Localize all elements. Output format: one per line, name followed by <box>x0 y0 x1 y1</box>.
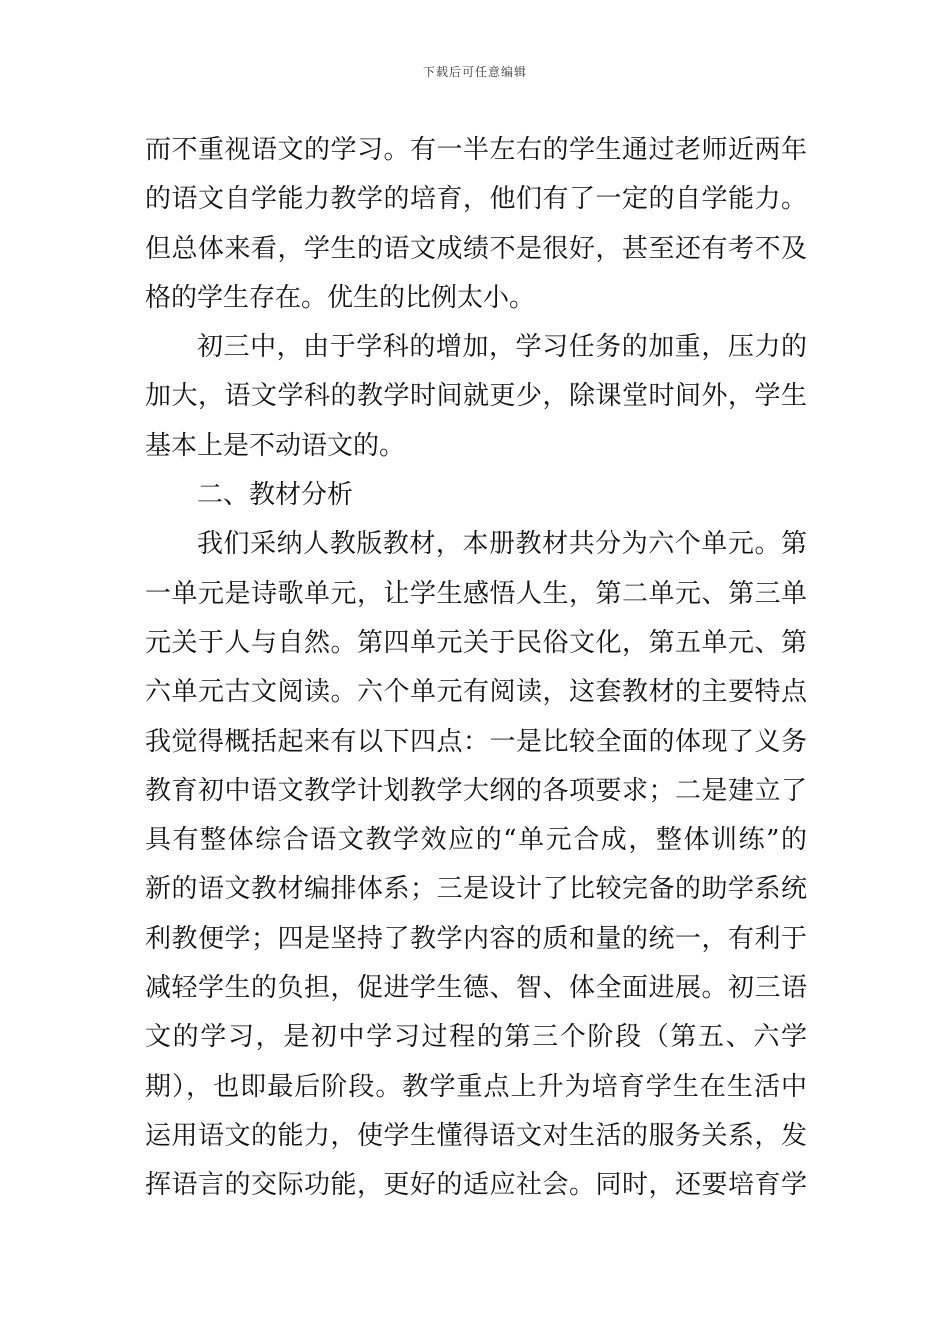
text-line: 格的学生存在。优生的比例太小。 <box>145 282 536 313</box>
text-line: 我们采纳人教版教材，本册教材共分为六个单元。第 <box>197 529 807 560</box>
text-line: 运用语文的能力，使学生懂得语文对生活的服务关系，发 <box>145 1120 807 1151</box>
text-line: 初三中，由于学科的增加，学习任务的加重，压力的 <box>197 332 807 363</box>
text-line: 而不重视语文的学习。有一半左右的学生通过老师近两年 <box>145 135 807 165</box>
text-line: 我觉得概括起来有以下四点：一是比较全面的体现了义务 <box>145 726 807 757</box>
text-line: 加大，语文学科的教学时间就更少，除课堂时间外，学生 <box>145 381 807 412</box>
text-line: 基本上是不动语文的。 <box>145 430 406 461</box>
text-line: 但总体来看，学生的语文成绩不是很好，甚至还有考不及 <box>145 233 807 264</box>
text-line: 六单元古文阅读。六个单元有阅读，这套教材的主要特点 <box>145 677 807 708</box>
text-line: 文的学习，是初中学习过程的第三个阶段（第五、六学 <box>145 1022 807 1053</box>
text-line: 具有整体综合语文教学效应的“单元合成，整体训练”的 <box>145 825 807 856</box>
text-line: 一单元是诗歌单元，让学生感悟人生，第二单元、第三单 <box>145 578 807 609</box>
text-line: 新的语文教材编排体系；三是设计了比较完备的助学系统 <box>145 874 807 905</box>
text-line: 期），也即最后阶段。教学重点上升为培育学生在生活中 <box>145 1071 807 1102</box>
text-line: 的语文自学能力教学的培育，他们有了一定的自学能力。 <box>145 184 807 215</box>
body-text <box>145 126 807 1211</box>
text-line: 元关于人与自然。第四单元关于民俗文化，第五单元、第 <box>145 627 807 658</box>
text-line: 挥语言的交际功能，更好的适应社会。同时，还要培育学 <box>145 1170 807 1201</box>
text-line: 利教便学；四是坚持了教学内容的质和量的统一，有利于 <box>145 923 807 954</box>
page-header: 下载后可任意编辑 <box>422 65 527 79</box>
text-line: 教育初中语文教学计划教学大纲的各项要求；二是建立了 <box>145 775 807 806</box>
text-line: 减轻学生的负担，促进学生德、智、体全面进展。初三语 <box>145 973 807 1004</box>
section-heading: 二、教材分析 <box>197 480 354 511</box>
